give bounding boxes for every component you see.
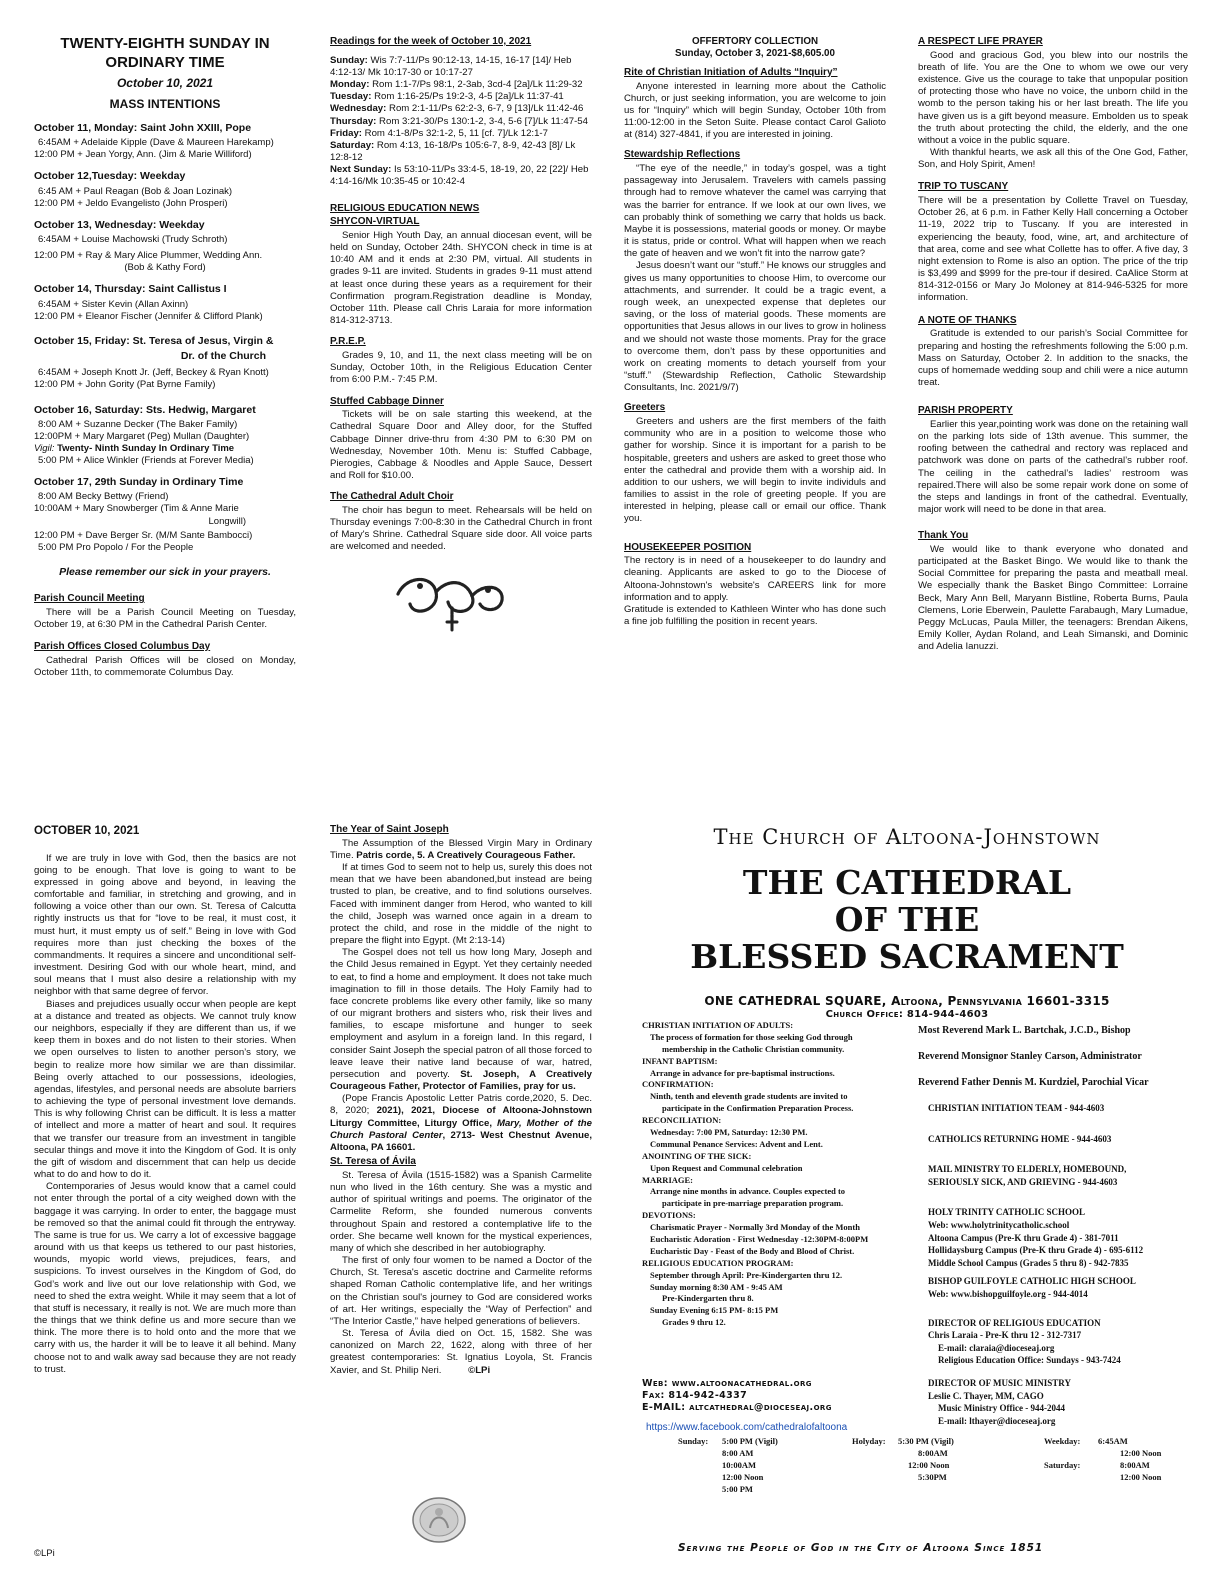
sacrament-line: participate in pre-marriage preparation program.	[662, 1198, 844, 1209]
mass-intentions-heading: MASS INTENTIONS	[109, 96, 221, 111]
sacrament-line: Grades 9 thru 12.	[662, 1317, 726, 1328]
sacrament-line: INFANT BAPTISM:	[642, 1055, 718, 1066]
staff-directory	[918, 1024, 1188, 1427]
medal-icon	[408, 1494, 470, 1544]
greeters-heading: Greeters	[624, 402, 666, 414]
directory-entry: HOLY TRINITY CATHOLIC SCHOOL Web: www.holytrinitycatholic.school Altoona Campus (Pre-K thru Grade 4) - 381-7011 Hollidaysburg Campus (Pre-K thru Grade 4) - 695-6112 Middle School Campus (Grades 5 thru 8) - 942-7835	[928, 1207, 1144, 1268]
directory-entry: BISHOP GUILFOYLE CATHOLIC HIGH SCHOOL Web: www.bishopguilfoyle.org - 944-4014	[928, 1276, 1136, 1299]
stewardship-heading: Stewardship Reflections	[624, 149, 741, 161]
clergy-bishop: Most Reverend Mark L. Bartchak, J.C.D., Bishop	[918, 1025, 1131, 1036]
sunday-title: TWENTY-EIGHTH SUNDAY IN ORDINARY TIME	[60, 35, 270, 72]
respect-life-text: With thankful hearts, we ask all this of the One God, Father, Son, and Holy Spirit, Amen!	[918, 147, 1188, 171]
rcia-heading: Rite of Christian Initiation of Adults “Inquiry”	[624, 66, 838, 78]
sacraments-info	[642, 1020, 912, 1329]
saint-joseph-text: The Gospel does not tell us how long Mary, Joseph and the Child Jesus remained in Egypt. Yet they certainly needed to eat, to find a home and employment. It does not take much imagination to fill in those details. The Holy Family had to face concrete problems like every other family, like so many of our migrant brothers and sisters who, risk their lives and families, to escape misfortune and hunger to seek employment and asylum in a foreign land. In this regard, I consider Saint Joseph the special patron of all those forced to leave leave their native land because of war, hatred, persecution and poverty. St. Joseph, A Creatively Courageous Father, Protector of Families, pray for us.	[330, 947, 592, 1093]
offices-closed-text: Cathedral Parish Offices will be closed on Monday, October 11th, to commemorate Columbus Day.	[34, 654, 296, 678]
cabbage-dinner-text: Tickets will be on sale starting this weekend, at the Cathedral Square Door and Alley door, for the Stuffed Cabbage Dinner drive-thru from 4:30 PM to 6:30 PM on Wednesday, November 10th. Menu is: Stuffed Cabbage, Pierogies, Cabbage & Noodles and Apple Sauce, Dessert and Roll for $10.00.	[330, 409, 592, 482]
intention-day: October 16, Saturday: Sts. Hedwig, Margaret 8:00 AM + Suzanne Decker (The Baker Family) 12:00PM + Mary Margaret (Peg) Mullan (Daughter) Vigil: Twenty- Ninth Sunday In Ordinary Time 5:00 PM + Alice Winkler (Friends at Forever Media)	[34, 403, 256, 467]
intention-day: October 12,Tuesday: Weekday 6:45 AM + Paul Reagan (Bob & Joan Lozinak) 12:00 PM + Jeldo Evangelisto (John Prosperi)	[34, 170, 233, 209]
parish-council-text: There will be a Parish Council Meeting on Tuesday, October 19, at 6:30 PM in the Cathedral Parish Center.	[34, 606, 296, 630]
housekeeper-heading: HOUSEKEEPER POSITION	[624, 541, 752, 553]
cabbage-dinner-heading: Stuffed Cabbage Dinner	[330, 395, 444, 407]
email-link[interactable]: E-MAIL: altcathedral@dioceseaj.org	[642, 1401, 832, 1413]
saint-joseph-text: The Assumption of the Blessed Virgin Mary in Ordinary Time. Patris corde, 5. A Creatively Courageous Father.	[330, 837, 592, 861]
sacrament-line: September through April: Pre-Kindergarten thru 12.	[650, 1269, 843, 1280]
intention-day: October 14, Thursday: Saint Callistus I 6:45AM + Sister Kevin (Allan Axinn) 12:00 PM + Eleanor Fischer (Jennifer & Clifford Plank)	[34, 283, 263, 322]
sacrament-line: Charismatic Prayer - Normally 3rd Monday of the Month	[650, 1222, 860, 1233]
mass-intentions-column	[34, 34, 296, 754]
sacrament-line: DEVOTIONS:	[642, 1210, 696, 1221]
prep-heading: P.R.E.P.	[330, 336, 366, 348]
reading-entry: Wednesday: Rom 2:1-11/Ps 62:2-3, 6-7, 9 [13]/Lk 11:42-46	[330, 103, 584, 115]
facebook-link[interactable]: https://www.facebook.com/cathedralofaltoona	[646, 1422, 848, 1433]
saint-joseph-heading: The Year of Saint Joseph	[330, 824, 449, 835]
readings-list	[330, 55, 592, 189]
clergy-administrator: Reverend Monsignor Stanley Carson, Administrator	[918, 1051, 1142, 1062]
tuscany-text: There will be a presentation by Collette Travel on Tuesday, October 26, at 6 p.m. in Father Kelly Hall concerning a October 11-19, 2022 trip to Tuscany. If you are interested in experiencing the beauty, food, wine, art, and architecture of that area, come and see what Collette has to offer. A five day, 3 night extension to Rome is also an option. The price of the trip is $3,499 and $999 for the pre-tour if desired. CaAlice Storm at 814-312-0156 or Mary Jo Moloney at 814-946-5325 for more information.	[918, 195, 1188, 304]
sacrament-line: Pre-Kindergarten thru 8.	[662, 1293, 754, 1304]
lpi-credit: ©LPi	[34, 1548, 55, 1559]
reading-entry: Tuesday: Rom 1:16-25/Ps 19:2-3, 4-5 [2a]/Lk 11:37-41	[330, 91, 564, 103]
rosary-icon	[392, 568, 512, 632]
teresa-text: St. Teresa of Ávila (1515-1582) was a Spanish Carmelite nun who lived in the 16th century. She was a mystic and author of spiritual writings and poems. The originator of the Carmelite Reform, she founded numerous convents throughout Spain and restored a contemplative life to the order. She became well known for the mystical experiences, many of which she described in her autobiography.	[330, 1169, 592, 1254]
respect-life-column	[918, 36, 1188, 756]
directory-entry: DIRECTOR OF MUSIC MINISTRY Leslie C. Thayer, MM, CAGO Music Ministry Office - 944-2044 E-mail: lthayer@dioceseaj.org	[928, 1377, 1071, 1426]
reading-entry: Thursday: Rom 3:21-30/Ps 130:1-2, 3-4, 5-6 [7]/Lk 11:47-54	[330, 115, 588, 127]
sunday-date: October 10, 2021	[116, 76, 214, 91]
sacrament-line: Eucharistic Adoration - First Wednesday -12:30PM-8:00PM	[650, 1234, 869, 1245]
directory-entry: CATHOLICS RETURNING HOME - 944-4603	[928, 1133, 1112, 1144]
sacrament-line: Wednesday: 7:00 PM, Saturday: 12:30 PM.	[650, 1127, 808, 1138]
sacrament-line: Arrange nine months in advance. Couples expected to	[650, 1186, 846, 1197]
sacrament-line: The process of formation for those seeking God through	[650, 1031, 853, 1042]
tuscany-heading: TRIP TO TUSCANY	[918, 181, 1009, 193]
sacrament-line: participate in the Confirmation Preparation Process.	[662, 1103, 854, 1114]
sacrament-line: Ninth, tenth and eleventh grade students are invited to	[650, 1091, 848, 1102]
diocese-name: The Church of Altoona-Johnstown	[713, 825, 1101, 849]
adult-choir-text: The choir has begun to meet. Rehearsals will be held on Thursday evenings 7:00-8:30 in the Cathedral Church in front of Mary's Shrine. Cathedral Square side door. All voice parts are welcomed and needed.	[330, 504, 592, 553]
cathedral-address: ONE CATHEDRAL SQUARE, Altoona, Pennsylvania 16601-3315	[704, 993, 1110, 1008]
sacrament-line: ANOINTING OF THE SICK:	[642, 1150, 752, 1161]
rcia-text: Anyone interested in learning more about the Catholic Church, or just seeking information, you are welcome to join us for “Inquiry” which will begin Sunday, October 10th from 11:00-12:00 in the Seton Suite. Please contact Carol Galioto at (814) 327-4841, if you are interested in joining.	[624, 80, 886, 141]
sacrament-line: Sunday Evening 6:15 PM- 8:15 PM	[650, 1305, 779, 1316]
teresa-text: The first of only four women to be named a Doctor of the Church, St. Teresa's ascetic doctrine and Carmelite reforms shaped Roman Catholic contemplative life, and her writings on the Christian soul's journey to God are considered works of art. Her writings, especially the “Way of Perfection” and “The Interior Castle,” have helped generations of believers.	[330, 1255, 592, 1327]
adult-choir-heading: The Cathedral Adult Choir	[330, 491, 454, 503]
teresa-heading: St. Teresa of Ávila	[330, 1156, 416, 1168]
sick-prayer-note: Please remember our sick in your prayers.	[59, 565, 271, 578]
teresa-text: St. Teresa of Ávila died on Oct. 15, 1582. She was canonized on March 22, 1622, along with three of her greatest contemporaries: St. Ignatius Loyola, St. Francis Xavier, and St. Philip Neri. ©LPi	[330, 1328, 592, 1376]
sacrament-line: CHRISTIAN INITIATION OF ADULTS:	[642, 1020, 794, 1030]
fax-number: Fax: 814-942-4337	[642, 1389, 748, 1401]
sacrament-line: Eucharistic Day - Feast of the Body and Blood of Christ.	[650, 1245, 855, 1256]
intention-day: October 13, Wednesday: Weekday 6:45AM + Louise Machowski (Trudy Schroth) 12:00 PM + Ray & Mary Alice Plummer, Wedding Ann. (Bob & Kathy Ford)	[34, 218, 263, 274]
sunday-schedule: Sunday: 5:00 PM (Vigil) 8:00 AM 10:00AM 12:00 Noon 5:00 PM	[678, 1436, 778, 1494]
offertory-heading: OFFERTORY COLLECTION	[691, 36, 819, 47]
respect-life-heading: A RESPECT LIFE PRAYER	[918, 36, 1043, 47]
offertory-column	[624, 36, 886, 756]
sacrament-line: Sunday morning 8:30 AM - 9:45 AM	[650, 1281, 783, 1292]
sacrament-line: membership in the Catholic Christian community.	[662, 1043, 845, 1054]
thank-you-heading: Thank You	[918, 530, 969, 542]
respect-life-text: Good and gracious God, you blew into our nostrils the breath of life. You are the One to whom we owe our very existence. Give us the courage to take that unpopular position of protecting those who have no voice, the unborn child in the womb to the person taking his or her last breath. The life you have given us is a gift beyond measure. Embolden us to speak the truth about protecting the child, the elderly, and the one without a voice in the public square.	[918, 49, 1188, 146]
stewardship-text: Jesus doesn’t want our “stuff.” He knows our struggles and gives us many opportunities to choose Him, to overcome our attachments, and surrender. It could be a tragic event, a rough week, an unexpected expense that depletes our saving, or the loss of material goods. These moments are opportunities that Jesus allows in our lives to grow in holiness and we should not waste those moments. Pray for the grace to overcome them, don’t pass by these opportunities and work on creating moments to detach yourself from your “stuff.” (Stewardship Reflection, Catholic Stewardship Consultants, Inc. 2021/9/7)	[624, 260, 886, 394]
thanks-text: Gratitude is extended to our parish’s Social Committee for preparing and hosting the refreshments following the 5:00 p.m. Mass on Saturday, October 2. In addition to the snacks, the cups of homemade wedding soup and chili were a nice autumn treat.	[918, 328, 1188, 389]
religious-ed-heading: RELIGIOUS EDUCATION NEWS	[330, 202, 480, 214]
holyday-schedule: Holyday: 5:30 PM (Vigil) 8:00AM 12:00 Noon 5:30PM	[852, 1436, 954, 1482]
housekeeper-text: The rectory is in need of a housekeeper to do laundry and cleaning. Applicants are asked to go to the Diocese of Altoona-Johnstown's website's CAREERS link for more information and to apply.	[624, 555, 886, 603]
intention-day: October 11, Monday: Saint John XXIII, Pope 6:45AM + Adelaide Kipple (Dave & Maureen Harekamp) 12:00 PM + Jean Yorgy, Ann. (Jim & Marie Williford)	[34, 121, 274, 161]
serving-tagline: Serving the People of God in the City of Altoona Since 1851	[678, 1542, 1044, 1554]
directory-entry: DIRECTOR OF RELIGIOUS EDUCATION Chris Laraia - Pre-K thru 12 - 312-7317 E-mail: claraia@dioceseaj.org Religious Education Office: Sundays - 943-7424	[928, 1317, 1121, 1366]
cathedral-name: THE CATHEDRAL OF THE BLESSED SACRAMENT	[690, 862, 1124, 976]
reading-entry: Next Sunday: Is 53:10-11/Ps 33:4-5, 18-19, 20, 22 [22]/ Heb 4:14-16/Mk 10:35-45 or 10:42-4	[330, 164, 589, 188]
thank-you-text: We would like to thank everyone who donated and participated at the Basket Bingo. We would like to thank the Social Committee for preparing the pasta and meatball meal. We especially thank the Basket Bingo Committee: Lorraine Beck, Mary Ann Bell, Maryann Bistline, Roberta Burns, Paula Clemens, Lorie Eberwein, Paulette Farabaugh, Mary Lumadue, Peggy McLucas, Paula Miller, the teenagers: Brendan Aikens, Emily Koller, Aydan Roland, and Leah Simanski, and Dominic and Adelia Ianuzzi.	[918, 543, 1188, 653]
reading-entry: Monday: Rom 1:1-7/Ps 98:1, 2-3ab, 3cd-4 [2a]/Lk 11:29-32	[330, 79, 583, 91]
directory-entry: CHRISTIAN INITIATION TEAM - 944-4603	[928, 1103, 1105, 1113]
sacrament-line: Arrange in advance for pre-baptismal instructions.	[650, 1067, 835, 1078]
sacrament-line: CONFIRMATION:	[642, 1079, 714, 1090]
intention-day: October 17, 29th Sunday in Ordinary Time 8:00 AM Becky Bettwy (Friend) 10:00AM + Mary Snowberger (Tim & Anne Marie Longwill) 12:00 PM + Dave Berger Sr. (M/M Sante Bambocci) 5:00 PM Pro Popolo / For the People	[34, 476, 253, 553]
directory-entry: MAIL MINISTRY TO ELDERLY, HOMEBOUND, SERIOUSLY SICK, AND GRIEVING - 944-4603	[928, 1164, 1127, 1187]
parish-property-heading: PARISH PROPERTY	[918, 405, 1013, 417]
cover-panel	[622, 824, 1192, 1564]
saint-joseph-citation: (Pope Francis Apostolic Letter Patris corde,2020, 5. Dec. 8, 2020; 2021), 2021, Diocese of Altoona-Johnstown Liturgy Committee, Liturgy Office, Mary, Mother of the Church Pastoral Center, 2713- West Chestnut Avenue, Altoona, PA 16601.	[330, 1093, 592, 1153]
greeters-text: Greeters and ushers are the first members of the faith community who are in a position to welcome those who gather for worship. Since it is important for a parish to be hospitable, greeters and ushers are asked to greet those who enter the cathedral and provide them with a worship aid. In addition to our ushers, we will begin to invite individuls and families to assist in the role of greeting people. If you are interested in helping, please call or email our office. Thank you.	[624, 416, 886, 525]
church-office-phone: Church Office: 814-944-4603	[825, 1008, 989, 1020]
parish-council-heading: Parish Council Meeting	[34, 593, 145, 605]
stewardship-text: “The eye of the needle,” in today’s gospel, was a tight passageway into Jerusalem. Travelers with camels passing through had to remove whatever the camel was carrying that was the barrier for entrance. If we look at our own lives, we can probably think of something we carry that holds us back. Maybe it is possessions, material goods or money. Or maybe it is status, pride or control. What will happen when we reach the gate of heaven and we won’t fit into the narrow gate?	[624, 163, 886, 260]
housekeeper-thanks: Gratitude is extended to Kathleen Winter who has done such a fine job fulfilling the position in recent years.	[624, 603, 886, 628]
thanks-heading: A NOTE OF THANKS	[918, 314, 1017, 326]
offices-closed-heading: Parish Offices Closed Columbus Day	[34, 641, 211, 653]
reflection-paragraph: Biases and prejudices usually occur when people are kept at a distance and treated as objects. We cannot truly know our neighbors, especially if they are different than us, if we keep them in boxes and do not listen to their stories. When we open ourselves to listen to another person’s story, we begin to realize more how similar we are than dissimilar. Being overly attached to our possessions, ideologies, agendas, lifestyles, and personal needs are absolute barriers to achieving the type of personal investment love demands. This is why following Christ can be difficult. It is less a matter of intellect and more a matter of heart and soul. It requires that we transfer our treasure from an investment in tangible secular things and move it into the Kingdom of God. It is only the gift of wisdom and discernment that can help us decide what to do and how to do it.	[34, 998, 296, 1181]
shycon-text: Senior High Youth Day, an annual diocesan event, will be held on Sunday, October 24th. SHYCON check in time is at 10:40 AM and it ends at 2:30 PM, virtual. All students in grades 9-11 are invited. Students in grades 9-11 must attend at least once during these years as a requirement for their Confirmation program.Registration deadline is Monday, October 11th. Please call Chris Laraia for more information 814-312-3713.	[330, 229, 592, 327]
prep-text: Grades 9, 10, and 11, the next class meeting will be on Sunday, October 10th, in the Religious Education Center from 6:00 P.M.- 7:45 P.M.	[330, 350, 592, 386]
reading-entry: Saturday: Rom 4:13, 16-18/Ps 105:6-7, 8-9, 42-43 [8]/ Lk 12:8-12	[330, 139, 576, 164]
parish-property-text: Earlier this year,pointing work was done on the retaining wall on the parking lots side of 13th avenue. This summer, the roofing between the cathedral and rectory was replaced and patchwork was done on parts of the cathedral’s rubber roof. The ceiling in the cathedral’s ladies’ restroom was repaired.There will also be some repair work done on some of the steps and landings in front of the cathedral. Eventually, major work will need to be done in that area.	[918, 418, 1188, 516]
intention-day: October 15, Friday: St. Teresa of Jesus, Virgin & Dr. of the Church 6:45AM + Joseph Knott Jr. (Jeff, Beckey & Ryan Knott) 12:00 PM + John Gority (Pat Byrne Family)	[34, 334, 274, 391]
sacrament-line: MARRIAGE:	[642, 1174, 693, 1185]
clergy-vicar: Reverend Father Dennis M. Kurdziel, Parochial Vicar	[918, 1077, 1149, 1088]
reading-entry: Friday: Rom 4:1-8/Ps 32:1-2, 5, 11 [cf. 7]/Lk 12:1-7	[330, 127, 548, 139]
weekday-schedule: Weekday: 6:45AM 12:00 Noon Saturday: 8:00AM 12:00 Noon	[1044, 1436, 1162, 1482]
reflection-paragraph: Contemporaries of Jesus would know that a camel could not enter through the portal of a city weighed down with the baggage it was carrying. In order to enter, the baggage must be removed so that the animal could fit through the entryway. The same is true for us. We carry a lot of excessive baggage around with us that keeps us tethered to our past histories, wounds, myopic world views, prejudices, fears, and suspicions. To invest ourselves in the Kingdom of God, do God’s work and live out our love relationship with God, we need to shed the extra weight. While it may seem that a lot of that stuff is necessary, it really is not. We are much more than the things that we think define us and more secure than we think. The more there is to hold onto and the more that we carry with us, the harder it will be to leave it all behind. Many choose not to and walk away sad because they are not ready to trust.	[34, 1181, 296, 1375]
saint-joseph-column	[330, 824, 592, 1564]
offertory-amount: Sunday, October 3, 2021-$8,605.00	[675, 48, 835, 60]
reading-entry: Sunday: Wis 7:7-11/Ps 90:12-13, 14-15, 16-17 [14]/ Heb 4:12-13/ Mk 10:17-30 or 10:17-27	[330, 54, 572, 78]
shycon-heading: SHYCON-VIRTUAL	[330, 216, 420, 228]
readings-heading: Readings for the week of October 10, 2021	[330, 36, 532, 47]
sacrament-line: Communal Penance Services: Advent and Lent.	[650, 1138, 823, 1149]
reflection-column	[34, 824, 296, 1564]
reflection-title: OCTOBER 10, 2021	[34, 825, 140, 837]
saint-joseph-text: If at times God to seem not to help us, surely this does not mean that we have been abandoned,but instead are being trusted to plan, be creative, and to find solutions ourselves. Faced with imminent danger from Herod, who wanted to kill the child, Joseph was warned once again in a dream to protect the child, and rose in the middle of the night to prepare the flight into Egypt. (Mt 2:13-14)	[330, 862, 592, 947]
reflection-paragraph: If we are truly in love with God, then the basics are not going to be enough. That love is going to want to be expressed in going above and beyond, in leaving the comfortable and familiar, in stretching and growing, and in following a voice other than our own. St. Teresa of Calcutta rightly instructs us that for “love to be real, it must cost, it must hurt, it must empty us of self.” Being in love with God requires more than just checking the boxes of the commandments. It requires a sincere and unconditional self-investment. Desiring God with our whole heart, mind, and soul means that I must also desire a relationship with my neighbor with that same degree of fervor.	[34, 852, 296, 998]
contact-info	[642, 1378, 832, 1414]
website-link[interactable]: Web: www.altoonacathedral.org	[642, 1378, 812, 1389]
sacrament-line: RELIGIOUS EDUCATION PROGRAM:	[642, 1257, 794, 1268]
readings-column	[330, 36, 592, 756]
sacrament-line: RECONCILIATION:	[642, 1115, 722, 1126]
sacrament-line: Upon Request and Communal celebration	[650, 1162, 803, 1173]
